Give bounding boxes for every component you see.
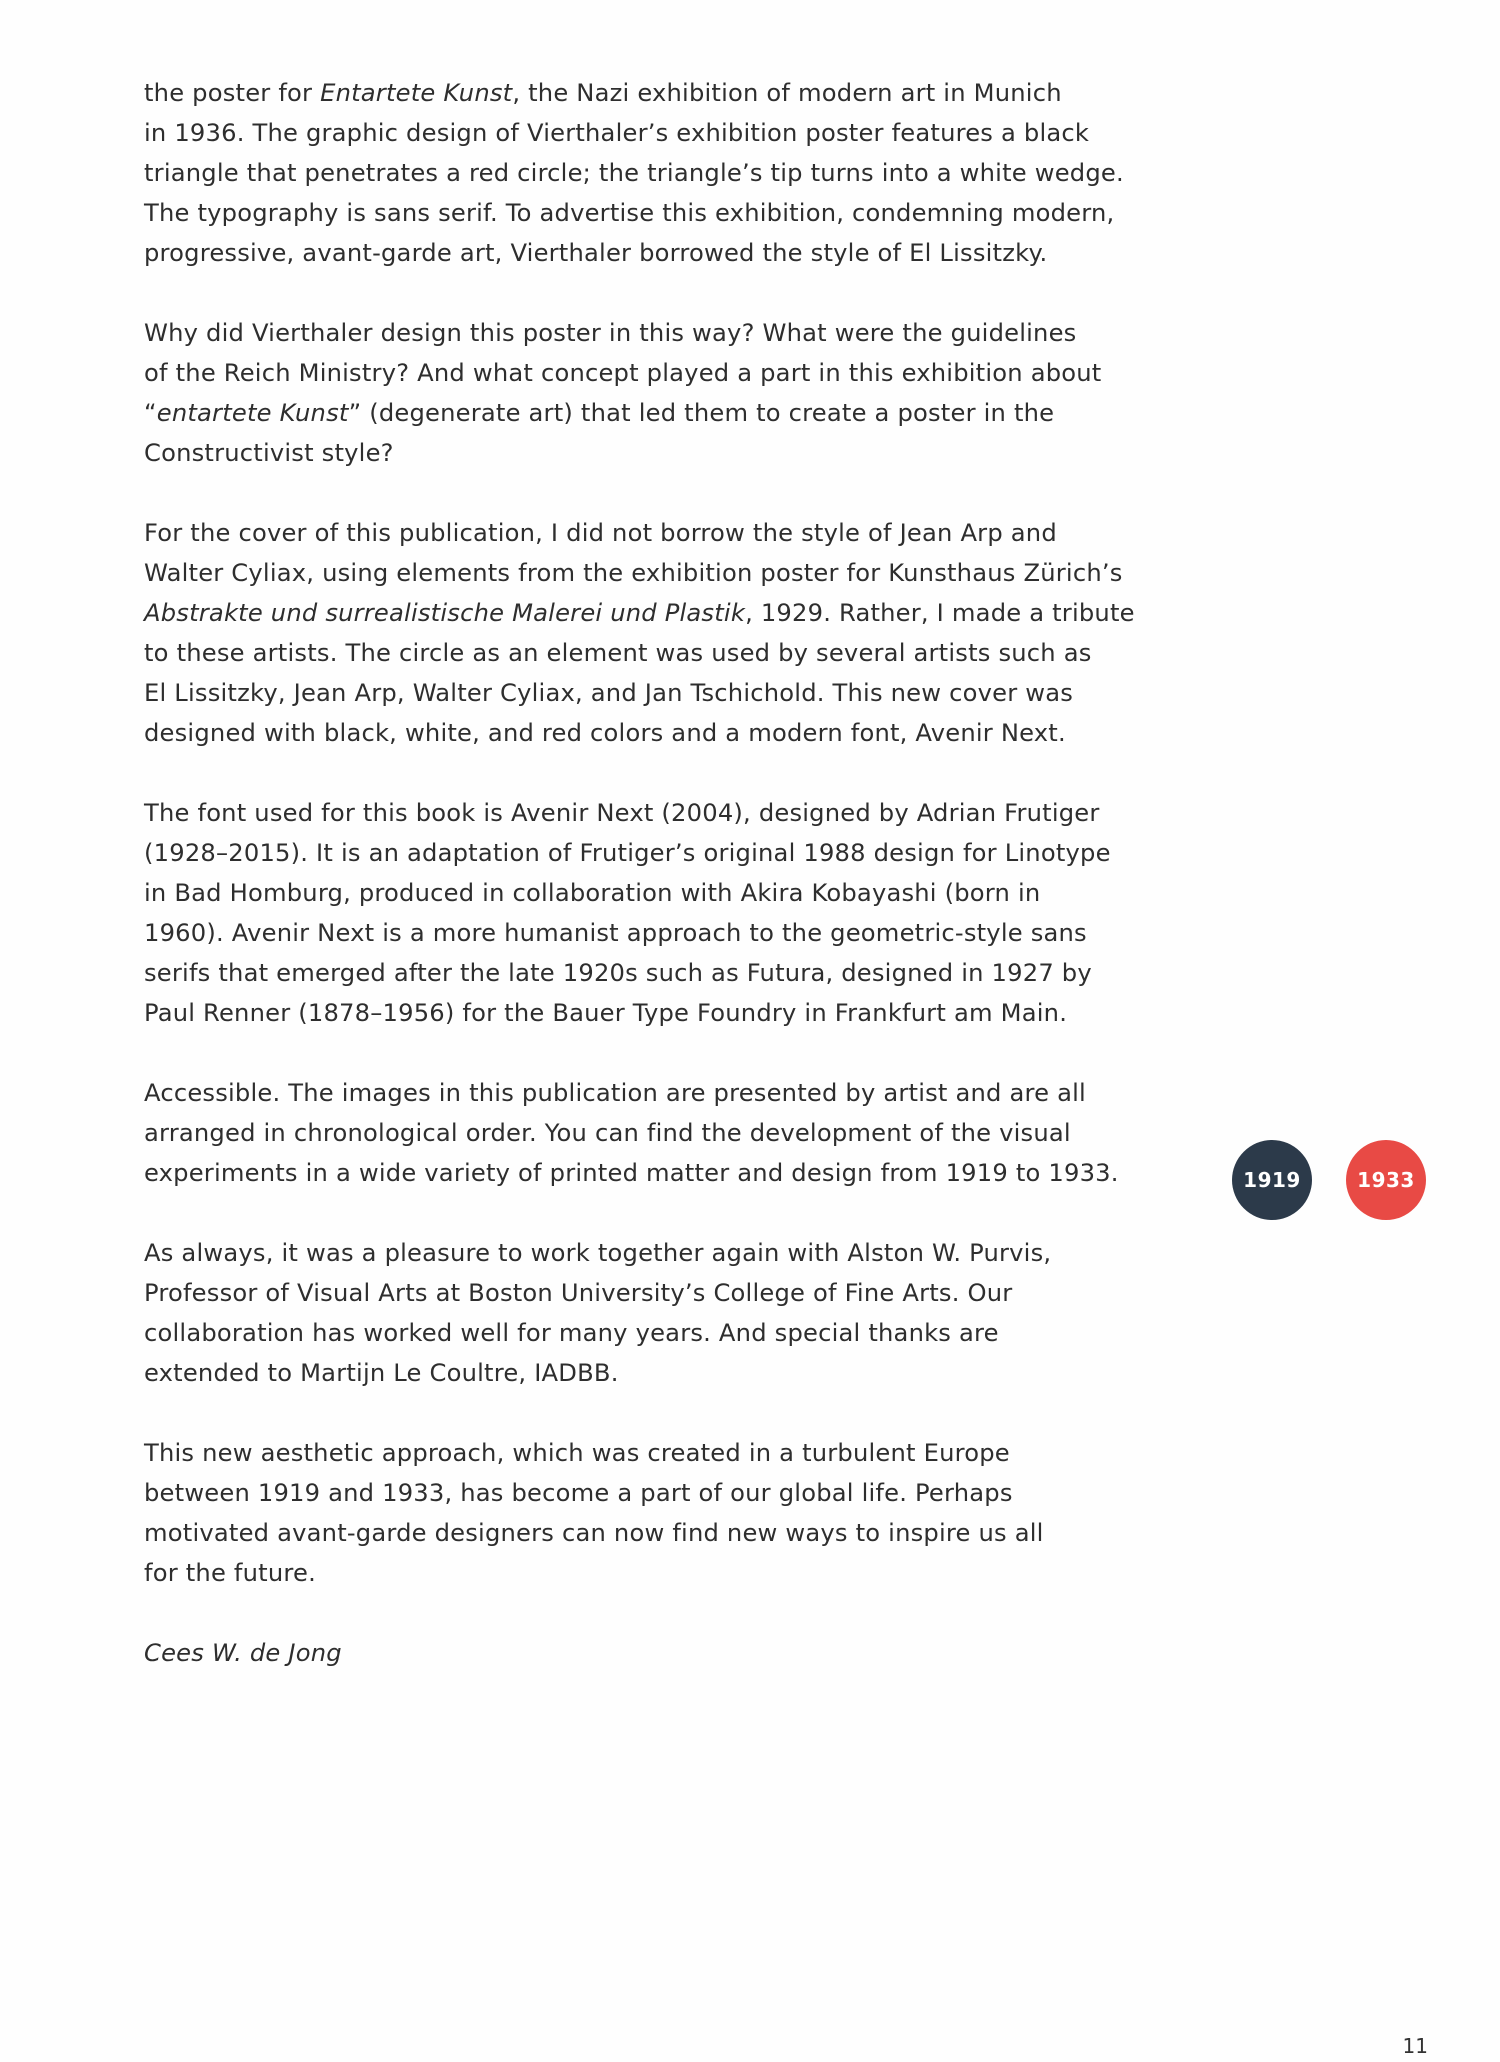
- text-run: , the Nazi exhibition of modern art in Munich: [512, 79, 1062, 107]
- text-line: collaboration has worked well for many years. And special thanks are: [144, 1319, 999, 1347]
- text-line: Accessible. The images in this publication are presented by artist and are all: [144, 1079, 1086, 1107]
- text-line: [144, 393, 1104, 433]
- paragraph-questions: [144, 313, 1104, 473]
- body-text: [144, 73, 1135, 1713]
- text-line: extended to Martijn Le Coultre, IADBB.: [144, 1359, 619, 1387]
- title-entartete-kunst: Entartete Kunst: [320, 79, 513, 107]
- term-entartete-kunst: entartete Kunst: [156, 399, 349, 427]
- text-line: El Lissitzky, Jean Arp, Walter Cyliax, and Jan Tschichold. This new cover was: [144, 679, 1074, 707]
- text-line: Paul Renner (1878–1956) for the Bauer Type Foundry in Frankfurt am Main.: [144, 999, 1068, 1027]
- author-signature: Cees W. de Jong: [144, 1639, 342, 1667]
- text-line: Why did Vierthaler design this poster in this way? What were the guidelines: [144, 319, 1077, 347]
- year-badge-1933: 1933: [1346, 1140, 1426, 1220]
- paragraph-closing: [144, 1433, 1104, 1593]
- text-line: 1960). Avenir Next is a more humanist approach to the geometric-style sans: [144, 919, 1087, 947]
- paragraph-font: [144, 793, 1111, 1033]
- paragraph-accessible: [144, 1073, 1119, 1193]
- text-line: in 1936. The graphic design of Vierthaler’s exhibition poster features a black: [144, 119, 1090, 147]
- text-line: in Bad Homburg, produced in collaboration with Akira Kobayashi (born in: [144, 879, 1041, 907]
- title-abstrakte-malerei: Abstrakte und surrealistische Malerei und Plastik: [144, 599, 746, 627]
- text-line: (1928–2015). It is an adaptation of Frutiger’s original 1988 design for Linotype: [144, 839, 1111, 867]
- text-line: Walter Cyliax, using elements from the exhibition poster for Kunsthaus Zürich’s: [144, 559, 1123, 587]
- text-line: serifs that emerged after the late 1920s such as Futura, designed in 1927 by: [144, 959, 1092, 987]
- text-line: designed with black, white, and red colors and a modern font, Avenir Next.: [144, 719, 1066, 747]
- text-line: experiments in a wide variety of printed matter and design from 1919 to 1933.: [144, 1159, 1119, 1187]
- paragraph-cover: [144, 513, 1135, 753]
- text-run: the poster for: [144, 79, 321, 107]
- text-run: , 1929. Rather, I made a tribute: [745, 599, 1135, 627]
- paragraph-poster-entartete-kunst: [144, 73, 1124, 273]
- text-line: [144, 73, 1104, 113]
- paragraph-acknowledgements: [144, 1233, 1104, 1393]
- text-run: ” (degenerate art) that led them to create a poster in the: [348, 399, 1055, 427]
- year-badge-1919: 1919: [1232, 1140, 1312, 1220]
- page-number: 11: [1402, 2034, 1428, 2058]
- text-line: [144, 593, 1135, 633]
- text-line: progressive, avant-garde art, Vierthaler borrowed the style of El Lissitzky.: [144, 239, 1048, 267]
- text-line: Professor of Visual Arts at Boston University’s College of Fine Arts. Our: [144, 1279, 1013, 1307]
- text-line: between 1919 and 1933, has become a part of our global life. Perhaps: [144, 1479, 1013, 1507]
- text-line: of the Reich Ministry? And what concept played a part in this exhibition about: [144, 359, 1102, 387]
- text-line: triangle that penetrates a red circle; the triangle’s tip turns into a white wedge.: [144, 159, 1124, 187]
- text-line: arranged in chronological order. You can find the development of the visual: [144, 1119, 1071, 1147]
- text-line: This new aesthetic approach, which was created in a turbulent Europe: [144, 1439, 1010, 1467]
- text-line: to these artists. The circle as an element was used by several artists such as: [144, 639, 1092, 667]
- text-line: for the future.: [144, 1559, 316, 1587]
- text-line: The font used for this book is Avenir Next (2004), designed by Adrian Frutiger: [144, 799, 1100, 827]
- text-line: Constructivist style?: [144, 439, 394, 467]
- text-line: motivated avant-garde designers can now find new ways to inspire us all: [144, 1519, 1044, 1547]
- text-line: For the cover of this publication, I did not borrow the style of Jean Arp and: [144, 519, 1057, 547]
- text-run: “: [144, 399, 157, 427]
- text-line: As always, it was a pleasure to work together again with Alston W. Purvis,: [144, 1239, 1052, 1267]
- text-line: The typography is sans serif. To advertise this exhibition, condemning modern,: [144, 199, 1115, 227]
